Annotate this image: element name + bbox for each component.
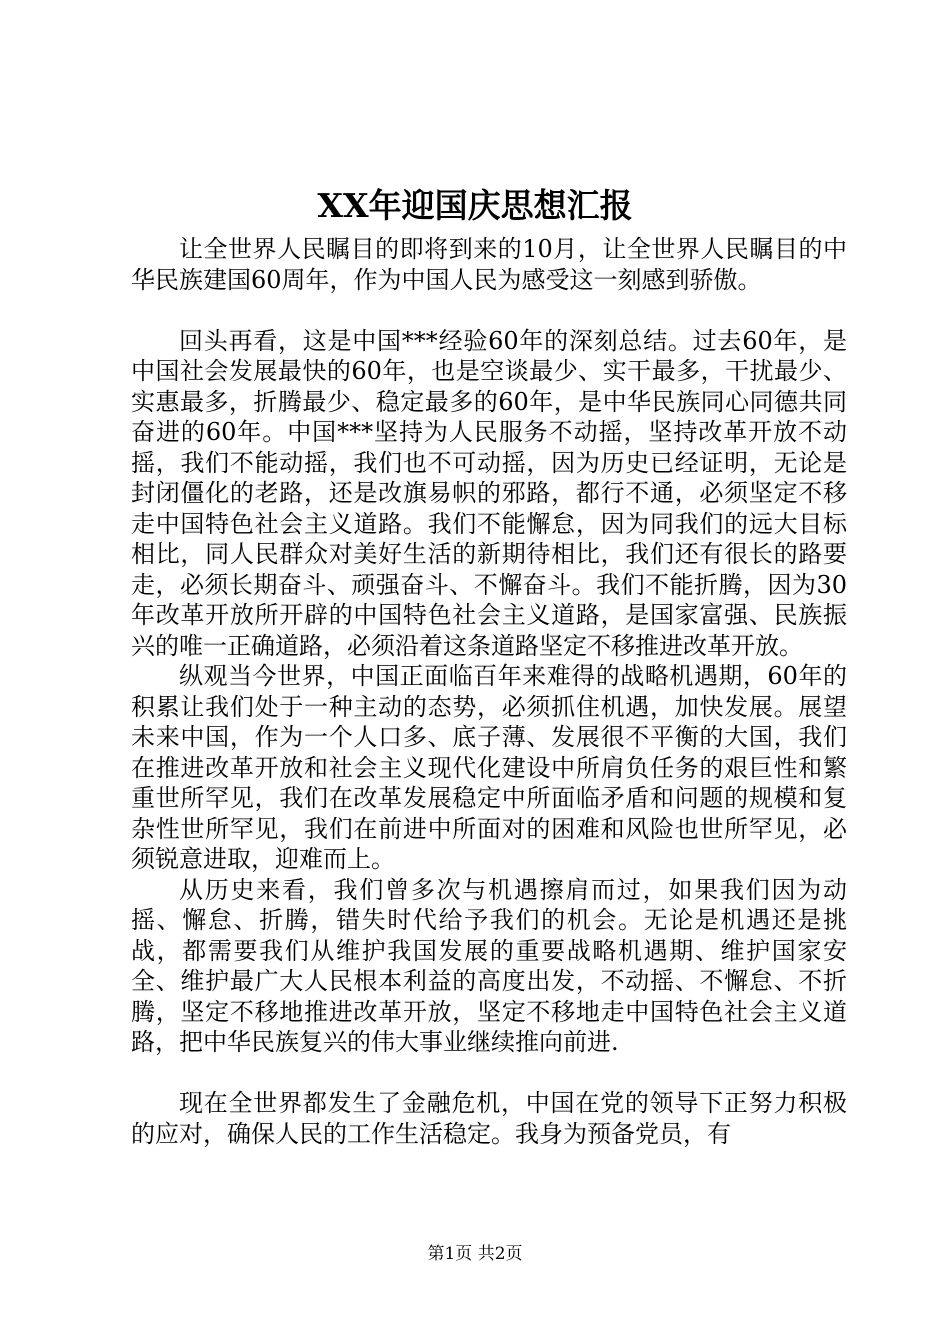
paragraph-5: 现在全世界都发生了金融危机，中国在党的领导下正努力积极的应对，确保人民的工作生活稳定。我身为预备党员，有 — [131, 1089, 847, 1148]
paragraph-1: 让全世界人民瞩目的即将到来的10月，让全世界人民瞩目的中华民族建国60周年，作为中国人民为感受这一刻感到骄傲。 — [131, 235, 847, 294]
page-footer: 第1页 共2页 — [427, 1244, 523, 1264]
paragraph-spacer — [131, 295, 847, 326]
paragraph-4: 从历史来看，我们曾多次与机遇擦肩而过，如果我们因为动摇、懈怠、折腾，错失时代给予我们的机会。无论是机遇还是挑战，都需要我们从维护我国发展的重要战略机遇期、维护国家安全、维护最广大人民根本利益的高度出发，不动摇、不懈怠、不折腾，坚定不移地推进改革开放，坚定不移地走中国特色社会主义道路，把中华民族复兴的伟大事业继续推向前进. — [131, 875, 847, 1056]
document-title: XX年迎国庆思想汇报 — [317, 186, 633, 225]
paragraph-3: 纵观当今世界，中国正面临百年来难得的战略机遇期，60年的积累让我们处于一种主动的态势，必须抓住机遇，加快发展。展望未来中国，作为一个人口多、底子薄、发展很不平衡的大国，我们在推进改革开放和社会主义现代化建设中所肩负任务的艰巨性和繁重世所罕见，我们在改革发展稳定中所面临矛盾和问题的规模和复杂性世所罕见，我们在前进中所面对的困难和风险也世所罕见，必须锐意进取，迎难而上。 — [131, 662, 847, 873]
paragraph-spacer — [131, 1058, 847, 1089]
document-body — [131, 234, 847, 1149]
paragraph-2: 回头再看，这是中国***经验60年的深刻总结。过去60年，是中国社会发展最快的60年，也是空谈最少、实干最多，干扰最少、实惠最多，折腾最少、稳定最多的60年，是中华民族同心同德共同奋进的60年。中国***坚持为人民服务不动摇，坚持改革开放不动摇，我们不能动摇，我们也不可动摇，因为历史已经证明，无论是封闭僵化的老路，还是改旗易帜的邪路，都行不通，必须坚定不移走中国特色社会主义道路。我们不能懈怠，因为同我们的远大目标相比，同人民群众对美好生活的新期待相比，我们还有很长的路要走，必须长期奋斗、顽强奋斗、不懈奋斗。我们不能折腾，因为30年改革开放所开辟的中国特色社会主义道路，是国家富强、民族振兴的唯一正确道路，必须沿着这条道路坚定不移推进改革开放。 — [131, 326, 847, 660]
